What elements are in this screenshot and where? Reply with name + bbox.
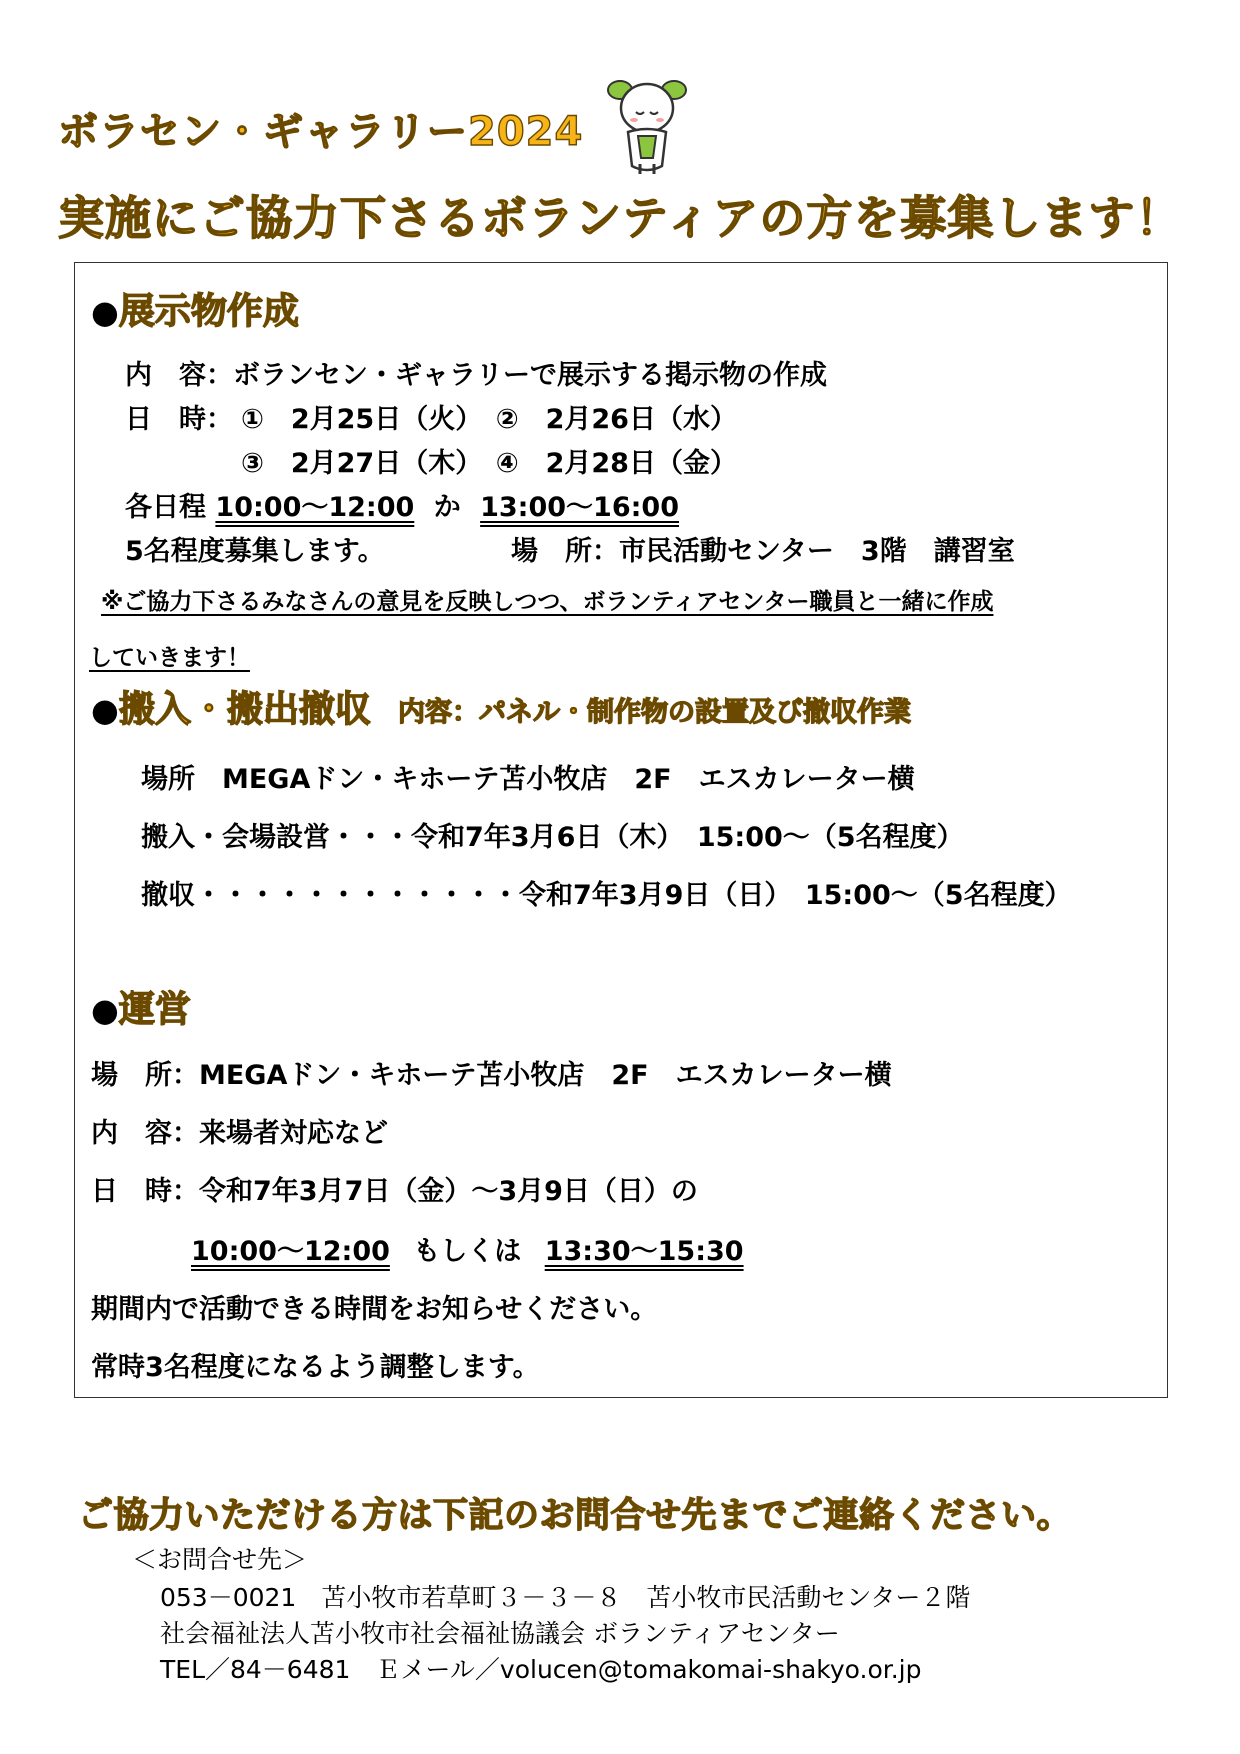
section-title: 搬入・搬出撤収 (118, 689, 371, 730)
exhibit-content: 内 容：ボランセン・ギャラリーで展示する掲示物の作成 (125, 360, 827, 391)
exhibit-date-row1: ① 2月25日（火） ② 2月26日（水） (241, 404, 737, 435)
poster-subtitle: 実施にご協力下さるボランティアの方を募集します！ (58, 191, 1183, 245)
contact-organization: 社会福祉法人苫小牧市社会福祉協議会 ボランティアセンター (160, 1619, 840, 1648)
operation-place: 場 所：MEGAドン・キホーテ苫小牧店 2F エスカレーター横 (91, 1060, 892, 1091)
setup-schedule: 搬入・会場設営・・・令和7年3月6日（木） 15:00～（5名程度） (141, 822, 964, 853)
exhibit-recruit-count: 5名程度募集します。 (125, 536, 385, 567)
time-slot-afternoon: 13:30～15:30 (544, 1236, 744, 1267)
operation-note1: 期間内で活動できる時間をお知らせください。 (91, 1294, 658, 1325)
bullet-icon: ● (91, 293, 119, 331)
operation-date: 日 時：令和7年3月7日（金）～3月9日（日）の (91, 1176, 698, 1207)
operation-times (191, 1229, 744, 1268)
section-title: 運営 (118, 989, 191, 1030)
call-to-action: ご協力いただける方は下記のお問合せ先までご連絡ください。 (78, 1496, 1073, 1536)
time-slot-afternoon: 13:00～16:00 (480, 492, 679, 523)
contact-tel-email: TEL／84－6481 Ｅメール／volucen@tomakomai-shakyo.or.jp (160, 1655, 922, 1684)
bullet-icon: ● (91, 991, 119, 1029)
time-slot-morning: 10:00～12:00 (215, 492, 415, 523)
exhibit-note-line2: していきます！ (89, 645, 250, 671)
poster-title: ボラセン・ギャラリー2024 (58, 109, 584, 155)
contact-label: ＜お問合せ先＞ (132, 1545, 308, 1574)
bowing-mascot-icon (606, 68, 688, 178)
exhibit-date-row2: ③ 2月27日（木） ④ 2月28日（金） (241, 448, 737, 479)
time-slot-morning: 10:00～12:00 (191, 1236, 390, 1267)
exhibit-schedule (125, 485, 679, 524)
section-subtitle: 内容：パネル・制作物の設置及び撤収作業 (398, 697, 912, 728)
exhibit-note-line1: ※ご協力下さるみなさんの意見を反映しつつ、ボランティアセンター職員と一緒に作成 (101, 589, 994, 615)
exhibit-place: 場 所：市民活動センター 3階 講習室 (511, 536, 1015, 567)
bullet-icon: ● (91, 691, 119, 729)
section-title: 展示物作成 (118, 291, 299, 332)
or-text: か (433, 492, 461, 523)
operation-note2: 常時3名程度になるよう調整します。 (91, 1352, 540, 1383)
setup-place: 場所 MEGAドン・キホーテ苫小牧店 2F エスカレーター横 (141, 764, 915, 795)
details-box (74, 262, 1168, 1398)
section-exhibit-heading (91, 283, 299, 334)
teardown-schedule: 撤収・・・・・・・・・・・・令和7年3月9日（日） 15:00～（5名程度） (141, 880, 1072, 911)
section-setup-heading (91, 681, 911, 732)
section-operation-heading (91, 981, 191, 1032)
operation-content: 内 容：来場者対応など (91, 1118, 388, 1149)
schedule-prefix: 各日程 (125, 492, 206, 523)
contact-address: 053－0021 苫小牧市若草町３－３－８ 苫小牧市民活動センター２階 (160, 1583, 971, 1612)
exhibit-date-label: 日 時： (125, 404, 233, 435)
or-text: もしくは (413, 1236, 522, 1267)
